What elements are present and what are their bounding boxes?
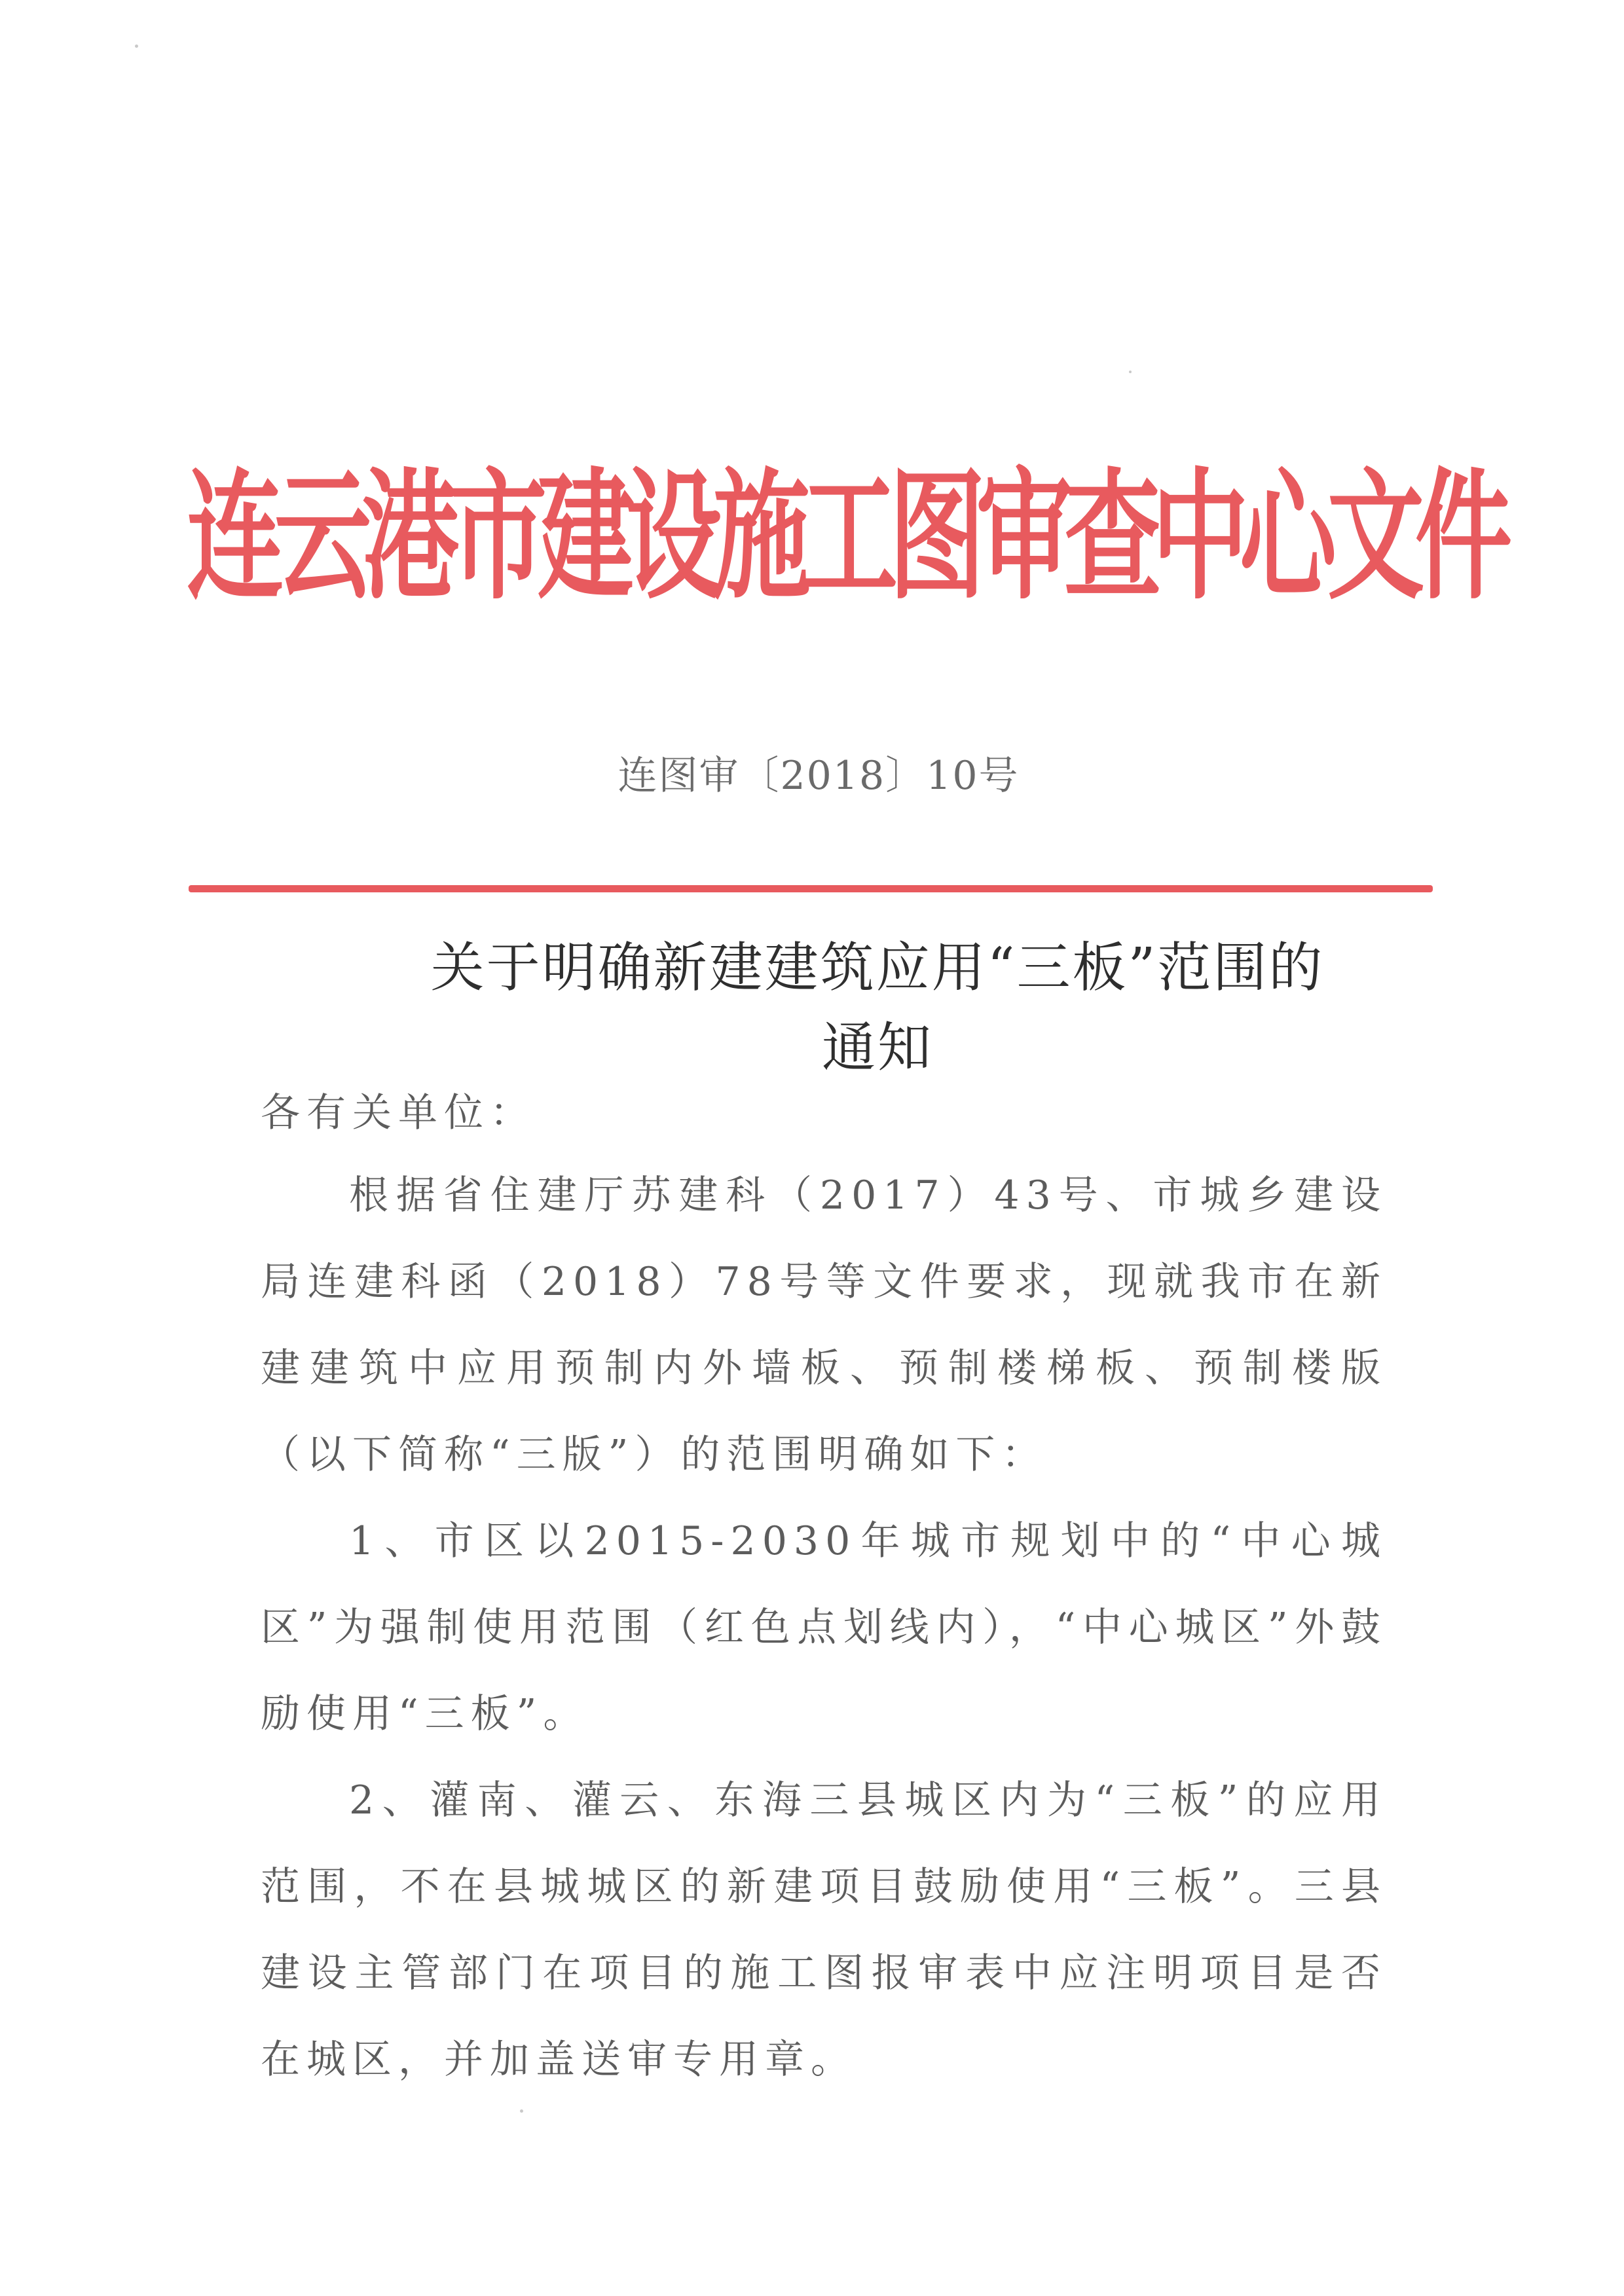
paragraph-intro: 根据省住建厅苏建科（2017）43号、市城乡建设局连建科函（2018）78号等文件要求，现就我市在新建建筑中应用预制内外墙板、预制楼梯板、预制楼版（以下简称“三版”）的范围明确如下： — [261, 1173, 1387, 1478]
notice-title-line-2: 通知 — [821, 1017, 933, 1079]
letterhead-title: 连云港市建设施工图审查中心文件 — [187, 455, 1503, 619]
notice-title — [367, 928, 1388, 1088]
document-number: 连图审〔2018〕10号 — [618, 753, 1020, 799]
paragraph-item-2: 2、灌南、灌云、东海三县城区内为“三板”的应用范围，不在县城城区的新建项目鼓励使用“三板”。三县建设主管部门在项目的施工图报审表中应注明项目是否在城区，并加盖送审专用章。 — [261, 1777, 1387, 2083]
paragraph-item-1: 1、市区以2015-2030年城市规划中的“中心城区”为强制使用范围（红色点划线内），“中心城区”外鼓励使用“三板”。 — [261, 1518, 1387, 1737]
scan-speck — [135, 45, 138, 48]
scan-speck — [1129, 371, 1132, 373]
salutation: 各有关单位： — [261, 1090, 536, 1136]
notice-body — [261, 1074, 1387, 2103]
red-divider-line — [189, 885, 1433, 892]
notice-title-line-1: 关于明确新建建筑应用“三板”范围的 — [430, 937, 1325, 999]
scan-speck — [520, 2109, 523, 2113]
